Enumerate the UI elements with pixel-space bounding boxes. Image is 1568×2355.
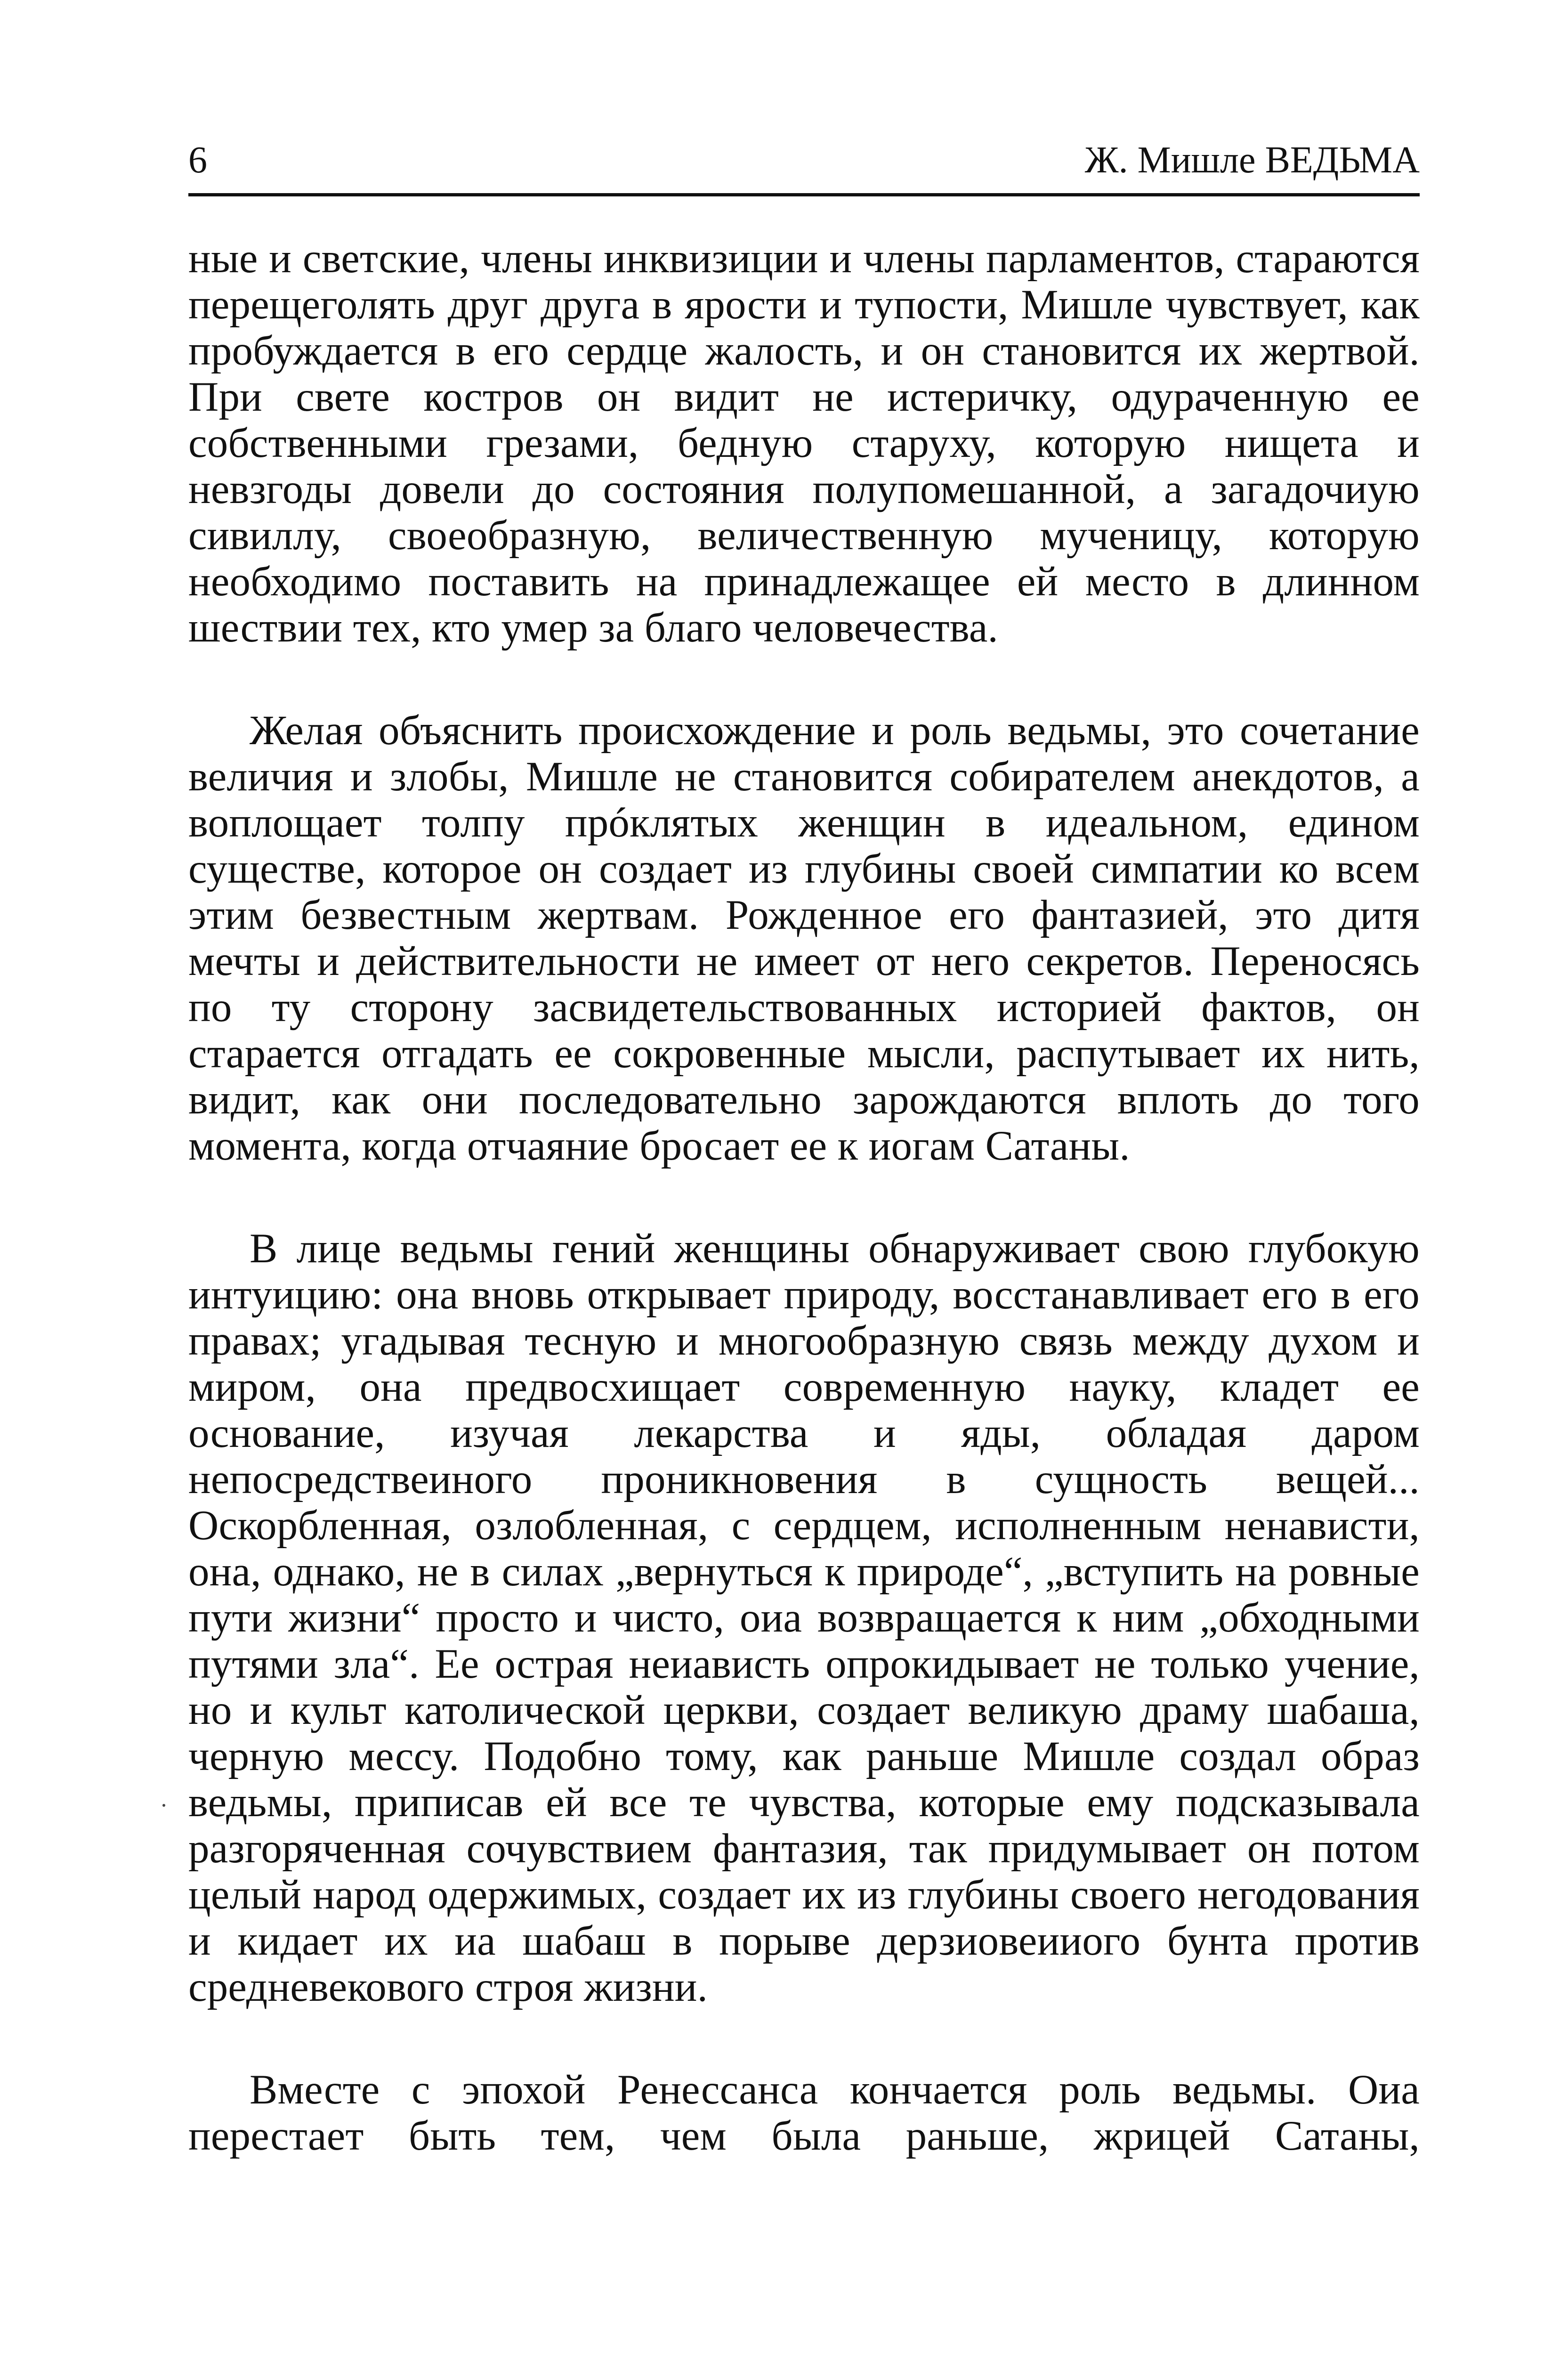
margin-speck	[162, 1804, 165, 1807]
page-number: 6	[188, 139, 207, 181]
paragraph-3: В лице ведьмы гений женщины обнаруживает свою глубокую интуицию: она вновь открывает природу, восстанавливает его в его правах; угадывая тесную и многообразную связь между духом и миром, она предвосхищает современную науку, кладет ее основание, изучая лекарства и яды, обладая даром непосредствеиного проникновения в сущность вещей... Оскорбленная, озлобленная, с сердцем, исполненным ненависти, она, однако, не в силах „вернуться к природе“, „вступить на ровные пути жизни“ просто и чисто, оиа возвращается к ним „обходными путями зла“. Ее острая неиависть опрокидывает не только учение, но и культ католической церкви, создает великую драму шабаша, черную мессу. Подобно тому, как раньше Мишле создал образ ведьмы, приписав ей все те чувства, которые ему подсказывала разгоряченная сочувствием фантазия, так придумывает он потом целый народ одержимых, создает их из глубины своего негодования и кидает их иа шабаш в порыве дерзиовеииого бунта против средневекового строя жизни.	[188, 1226, 1420, 2010]
paragraph-4: Вместе с эпохой Ренессанса кончается роль ведьмы. Оиа перестает быть тем, чем была раньше, жрицей Сатаны,	[188, 2067, 1420, 2159]
body-text	[188, 236, 1420, 2216]
header-divider	[188, 193, 1420, 196]
paragraph-2: Желая объяснить происхождение и роль ведьмы, это сочетание величия и злобы, Мишле не становится собирателем анекдотов, а воплощает толпу прóклятых женщин в идеальном, едином существе, которое он создает из глубины своей симпатии ко всем этим безвестным жертвам. Рожденное его фантазией, это дитя мечты и действительности не имеет от него секретов. Переносясь по ту сторону засвидетельствованных историей фактов, он старается отгадать ее сокровенные мысли, распутывает их нить, видит, как они последовательно зарождаются вплоть до того момента, когда отчаяние бросает ее к иогам Сатаны.	[188, 707, 1420, 1169]
running-title: Ж. Мишле ВЕДЬМА	[1084, 139, 1420, 181]
paragraph-1: ные и светские, члены инквизиции и члены парламентов, стараются перещеголять друг друга в ярости и тупости, Мишле чувствует, как пробуждается в его сердце жалость, и он становится их жертвой. При свете костров он видит не истеричку, одураченную ее собственными грезами, бедную старуху, которую нищета и невзгоды довели до состояния полупомешанной, а загадочиую сивиллу, своеобразную, величественную мученицу, которую необходимо поставить на принадлежащее ей место в длинном шествии тех, кто умер за благо человечества.	[188, 236, 1420, 651]
page-header	[188, 127, 1420, 188]
